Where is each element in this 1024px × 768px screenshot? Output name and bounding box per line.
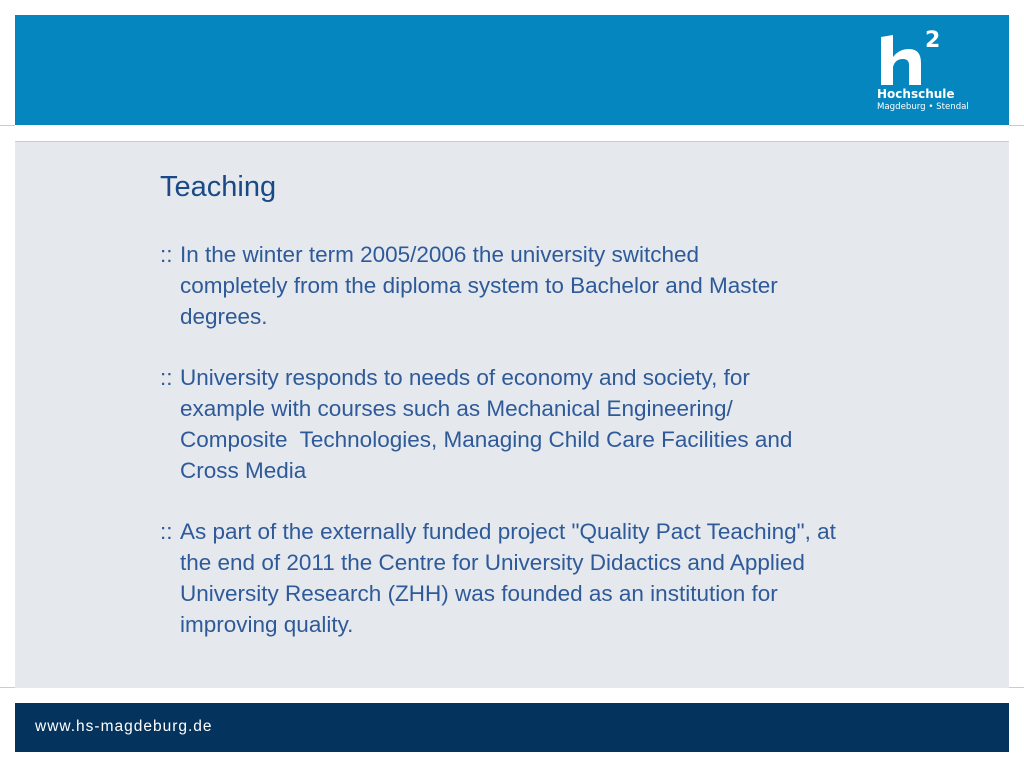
bullet-item: [160, 516, 940, 640]
bullet-list: [160, 239, 940, 670]
frame-line-top-left: [0, 125, 15, 126]
frame-line-mid-right: [1009, 687, 1024, 688]
bullet-line: [160, 362, 940, 393]
bullet-line: improving quality.: [180, 612, 354, 637]
bullet-line: University Research (ZHH) was founded as an institution for: [180, 581, 778, 606]
frame-line-top-right: [1009, 125, 1024, 126]
header-band: [15, 15, 1009, 125]
bullet-line: [160, 239, 940, 270]
footer-band: [15, 703, 1009, 752]
bullet-text: University responds to needs of economy and society, for: [180, 365, 750, 390]
logo-superscript: 2: [925, 28, 941, 53]
bullet-item: [160, 362, 940, 486]
bullet-line: Cross Media: [180, 458, 307, 483]
bullet-line: the end of 2011 the Centre for University Didactics and Applied: [180, 550, 805, 575]
bullet-line: Composite Technologies, Managing Child Care Facilities and: [180, 427, 793, 452]
bullet-item: [160, 239, 940, 332]
logo-subline: Magdeburg • Stendal: [877, 102, 969, 112]
bullet-text: As part of the externally funded project "Quality Pact Teaching", at: [180, 519, 836, 544]
bullet-line: [160, 516, 940, 547]
slide-title: Teaching: [160, 171, 277, 203]
university-logo: [873, 27, 983, 117]
bullet-line: example with courses such as Mechanical Engineering/: [180, 396, 733, 421]
bullet-text: In the winter term 2005/2006 the university switched: [180, 242, 700, 267]
logo-wordmark: Hochschule: [877, 87, 955, 101]
frame-line-mid-left: [0, 687, 15, 688]
bullet-marker: ::: [160, 242, 173, 267]
bullet-line: degrees.: [180, 304, 268, 329]
bullet-line: completely from the diploma system to Bachelor and Master: [180, 273, 778, 298]
h2-logo-icon: [873, 27, 983, 89]
bullet-marker: ::: [160, 365, 173, 390]
bullet-marker: ::: [160, 519, 173, 544]
footer-url[interactable]: www.hs-magdeburg.de: [35, 718, 213, 735]
